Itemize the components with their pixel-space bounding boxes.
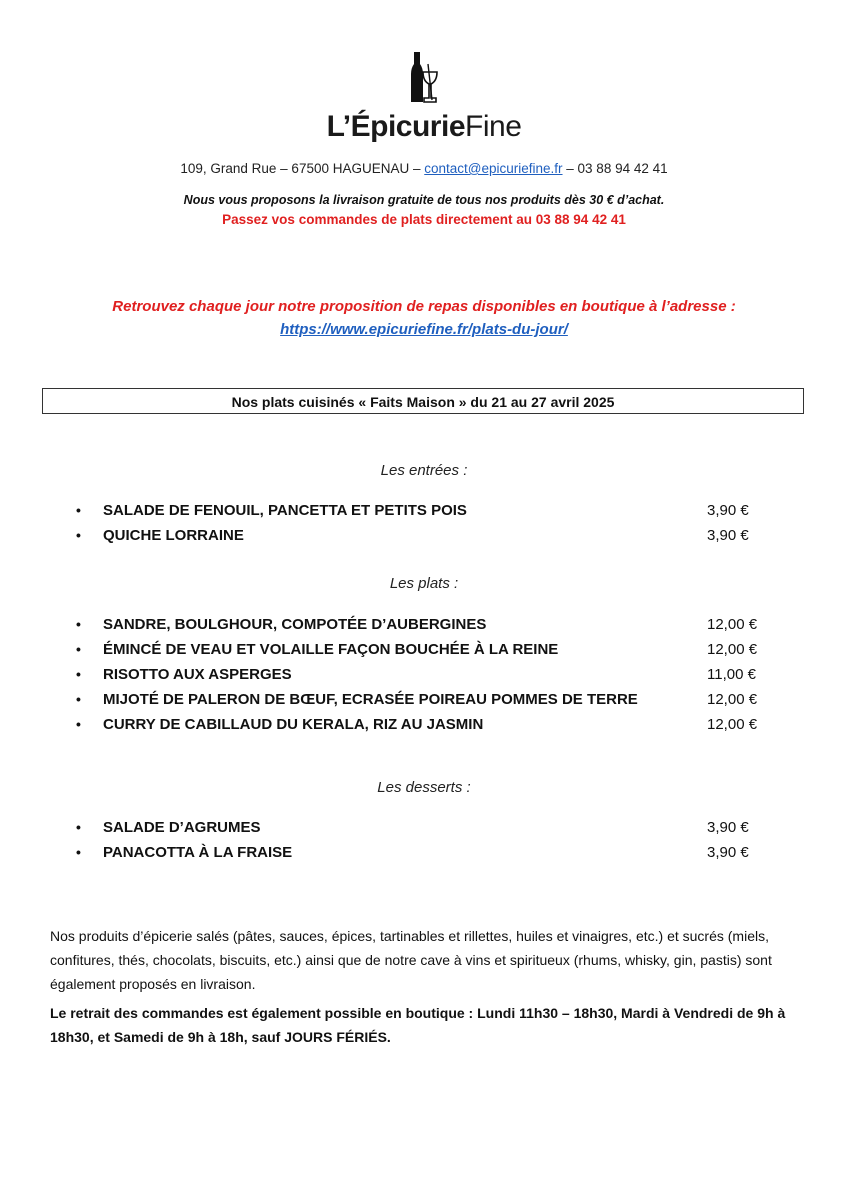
address-prefix: 109, Grand Rue – 67500 HAGUENAU – [180, 161, 425, 176]
bullet: • [76, 502, 81, 518]
email-link[interactable]: contact@epicuriefine.fr [424, 161, 563, 176]
menu-title: Nos plats cuisinés « Faits Maison » du 21 au 27 avril 2025 [42, 388, 804, 414]
bullet: • [76, 819, 81, 835]
item-price: 3,90 € [707, 819, 749, 836]
daily-meals-link[interactable]: https://www.epicuriefine.fr/plats-du-jour/ [280, 321, 568, 338]
section-title-desserts: Les desserts : [377, 779, 471, 796]
item-name: MIJOTÉ DE PALERON DE BŒUF, ECRASÉE POIREAU POMMES DE TERRE [103, 691, 638, 708]
item-name: SALADE D’AGRUMES [103, 819, 261, 836]
menu-item [76, 716, 776, 740]
menu-item [76, 691, 776, 715]
item-price: 12,00 € [707, 641, 758, 658]
item-price: 3,90 € [707, 844, 749, 861]
item-price: 12,00 € [707, 691, 758, 708]
item-name: RISOTTO AUX ASPERGES [103, 666, 292, 683]
item-name: CURRY DE CABILLAUD DU KERALA, RIZ AU JASMIN [103, 716, 484, 733]
bullet: • [76, 641, 81, 657]
menu-item [76, 527, 776, 551]
item-name: QUICHE LORRAINE [103, 527, 244, 544]
address-suffix: – 03 88 94 42 41 [562, 161, 668, 176]
brand-name-part1: L’Épicurie [326, 110, 466, 143]
daily-meals-notice: Retrouvez chaque jour notre proposition de repas disponibles en boutique à l’adresse : [112, 298, 736, 315]
item-price: 11,00 € [707, 666, 756, 683]
bullet: • [76, 616, 81, 632]
item-price: 3,90 € [707, 527, 749, 544]
section-title-plats: Les plats : [389, 575, 459, 592]
delivery-notice: Nous vous proposons la livraison gratuite de tous nos produits dès 30 € d’achat. [183, 193, 665, 207]
delivery-products-paragraph: Nos produits d’épicerie salés (pâtes, sauces, épices, tartinables et rillettes, huiles et vinaigres, etc.) et sucrés (miels, confitures, thés, chocolats, biscuits, etc.) ainsi que de notre cave à vins et spiritueux (rhums, whisky, gin, pastis) sont également proposés en livraison. [50, 928, 772, 992]
menu-item [76, 844, 776, 868]
brand-logo [0, 110, 848, 144]
bullet: • [76, 716, 81, 732]
address-line [0, 161, 848, 176]
bullet: • [76, 666, 81, 682]
bottle-glass-icon [408, 50, 442, 104]
item-price: 3,90 € [707, 502, 749, 519]
menu-item [76, 819, 776, 843]
section-title-entrees: Les entrées : [380, 462, 468, 479]
item-name: SANDRE, BOULGHOUR, COMPOTÉE D’AUBERGINES [103, 616, 487, 633]
menu-item [76, 616, 776, 640]
item-price: 12,00 € [707, 616, 758, 633]
menu-item [76, 502, 776, 526]
item-name: ÉMINCÉ DE VEAU ET VOLAILLE FAÇON BOUCHÉE À LA REINE [103, 641, 559, 658]
brand-name-part2: Fine [465, 110, 522, 143]
item-name: SALADE DE FENOUIL, PANCETTA ET PETITS POIS [103, 502, 467, 519]
menu-item [76, 641, 776, 665]
bullet: • [76, 844, 81, 860]
order-phone-notice: Passez vos commandes de plats directement au 03 88 94 42 41 [222, 212, 626, 227]
bullet: • [76, 527, 81, 543]
menu-item [76, 666, 776, 690]
item-price: 12,00 € [707, 716, 758, 733]
pickup-hours-paragraph: Le retrait des commandes est également possible en boutique : Lundi 11h30 – 18h30, Mardi à Vendredi de 9h à 18h30, et Samedi de 9h à 18h, sauf JOURS FÉRIÉS. [50, 1005, 786, 1045]
item-name: PANACOTTA À LA FRAISE [103, 844, 293, 861]
bullet: • [76, 691, 81, 707]
